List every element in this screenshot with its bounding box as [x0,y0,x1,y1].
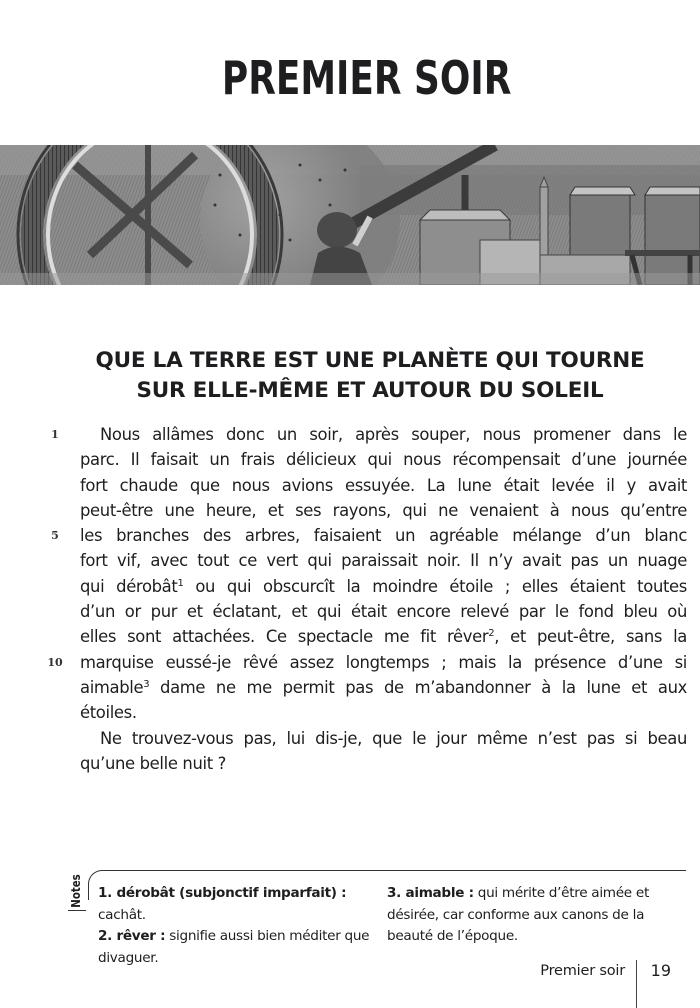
text-line: qui dérobât$^1$ ou qui obscurcît la moindre étoile ; elles étaient toutes [80,576,687,596]
footnotes [66,866,688,966]
footnote-3: 3. aimable : qui mérite d’être aimée et désirée, car conforme aux canons de la beauté de l’époque. [387,885,649,944]
text-line: Ne trouvez-vous pas, lui dis-je, que le jour même n’est pas si beau [100,728,687,748]
line-number-1: 1 [51,428,59,441]
text-line: fort chaude que nous avions essuyée. La lune était levée il y avait [80,475,687,495]
header-illustration [0,145,700,285]
text-line: les branches des arbres, faisaient un agréable mélange d’un blanc [80,526,687,546]
text-line: parc. Il faisait un frais délicieux qui nous récompensait d’une journée [80,450,687,470]
chapter-title: PREMIER SOIR [221,51,512,105]
page-number: 19 [650,961,671,980]
text-line: qu’une belle nuit ? [80,753,226,773]
text-line: étoiles. [80,703,137,723]
footer-divider [636,960,638,1008]
section-heading [60,346,680,406]
text-line: marquise eussé-je rêvé assez longtemps ; mais la présence d’une si [80,652,687,672]
footnote-ref-3[interactable]: 3 [143,678,150,690]
line-number-5: 5 [51,529,59,542]
section-heading-line-2: SUR ELLE-MÊME ET AUTOUR DU SOLEIL [136,378,604,403]
text-line: fort vif, avec tout ce vert qui paraissait noir. Il n’y avait pas un nuage [80,551,687,571]
page-footer [480,960,700,1008]
footnote-ref-2[interactable]: 2 [488,628,495,640]
notes-column-right [387,883,687,948]
text-line: elles sont attachées. Ce spectacle me fit rêver$^2$, et peut-être, sans la [80,627,687,647]
text-line: aimable$^3$ dame ne me permit pas de m’abandonner à la lune et aux [80,677,687,697]
text-line: peut-être une heure, et ses rayons, qui ne venaient à nous qu’entre [80,500,687,520]
footnote-ref-1[interactable]: 1 [177,577,184,589]
body-text [80,422,687,776]
footnote-2: 2. rêver : signifie aussi bien méditer que divaguer. [98,928,370,966]
text-line: d’un or pur et éclatant, et qui était encore relevé par le fond bleu où [80,602,687,622]
text-line: Nous allâmes donc un soir, après souper, nous promener dans le [100,425,687,444]
running-title: Premier soir [540,963,625,979]
notes-column-left [98,883,383,969]
section-heading-line-1: QUE LA TERRE EST UNE PLANÈTE QUI TOURNE [95,348,645,373]
line-number-10: 10 [47,656,63,669]
notes-label-underline [68,910,86,911]
footnote-1: 1. dérobât (subjonctif imparfait) : cachât. [98,885,347,923]
notes-label: Notes [66,866,86,916]
